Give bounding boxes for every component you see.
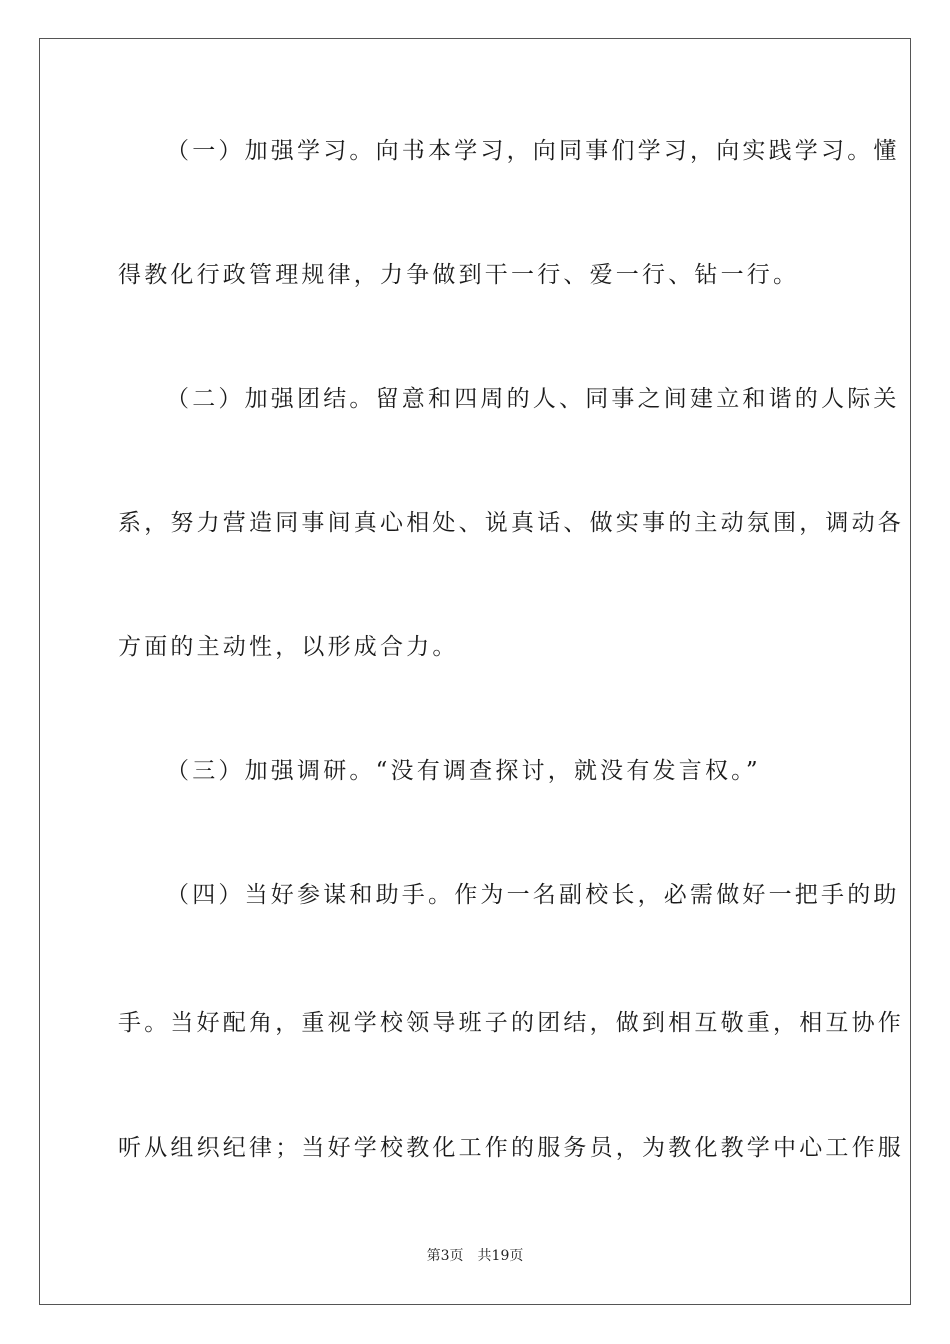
paragraph-line: 听从组织纪律；当好学校教化工作的服务员，为教化教学中心工作服 <box>118 1135 904 1161</box>
paragraph-line: （三）加强调研。“没有调查探讨，就没有发言权。” <box>166 758 761 784</box>
paragraph-line: 方面的主动性，以形成合力。 <box>118 634 459 660</box>
paragraph-line: 得教化行政管理规律，力争做到干一行、爱一行、钻一行。 <box>118 262 800 288</box>
paragraph-line: 手。当好配角，重视学校领导班子的团结，做到相互敬重，相互协作 <box>118 1010 904 1036</box>
paragraph-line: 系，努力营造同事间真心相处、说真话、做实事的主动氛围，调动各 <box>118 510 904 536</box>
page-total: 共19页 <box>477 1248 524 1264</box>
paragraph-line: （二）加强团结。留意和四周的人、同事之间建立和谐的人际关 <box>166 386 900 412</box>
paragraph-line: （四）当好参谋和助手。作为一名副校长，必需做好一把手的助 <box>166 882 900 908</box>
page-footer <box>0 1247 950 1265</box>
paragraph-line: （一）加强学习。向书本学习，向同事们学习，向实践学习。懂 <box>166 138 900 164</box>
page-number: 第3页 <box>426 1248 464 1264</box>
page-border <box>39 38 911 1305</box>
